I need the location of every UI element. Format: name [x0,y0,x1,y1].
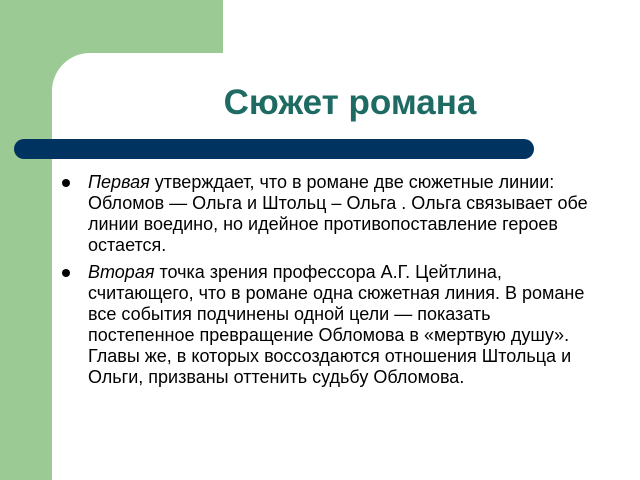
bullet-icon [62,179,70,187]
title-underline-bar [14,139,534,159]
bullet-icon [62,269,70,277]
bullet-item-second [62,262,592,388]
bullet-item-first [62,172,592,256]
bullet-lead-text: Первая [88,172,150,192]
bullet-body-text: утверждает, что в романе две сюжетные линии: Обломов — Ольга и Штольц – Ольга . Ольга связывает обе линии воедино, но идейное противопоставление героев остается. [88,172,588,255]
bullet-lead-text: Вторая [88,262,155,282]
bullet-body-text: точка зрения профессора А.Г. Цейтлина, считающего, что в романе одна сюжетная линия. В романе все события подчинены одной цели — показать постепенное превращение Обломова в «мертвую душу». Главы же, в которых воссоздаются отношения Штольца и Ольги, призваны оттенить судьбу Обломова. [88,262,585,387]
slide-title: Сюжет романа [223,83,477,122]
bullet-list [62,172,592,394]
